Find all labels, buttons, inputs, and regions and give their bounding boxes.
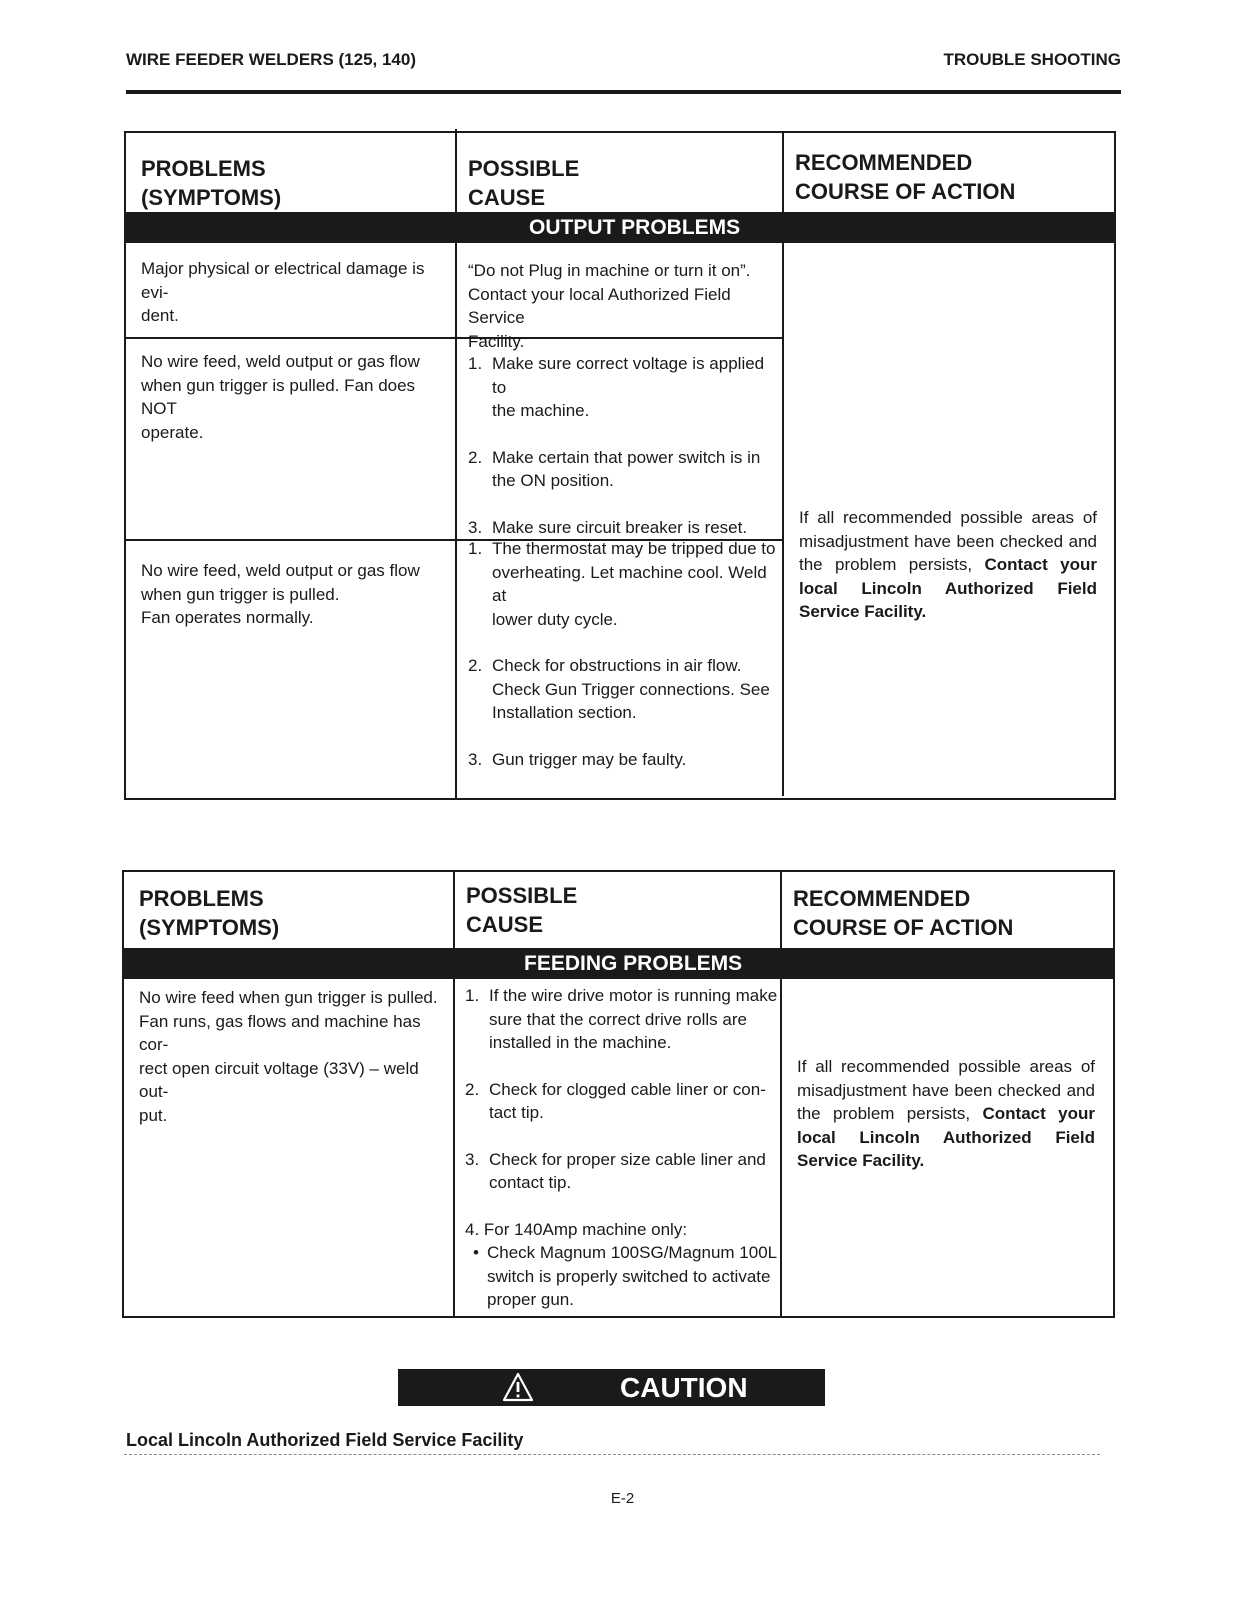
symptom-cell: Major physical or electrical damage is evi- dent.: [141, 259, 425, 325]
column-header-action: RECOMMENDED COURSE OF ACTION: [793, 886, 1014, 940]
output-problems-table: [124, 131, 1116, 800]
cause-item: 2. Check for obstructions in air flow. Check Gun Trigger connections. See Installation section.: [468, 656, 770, 722]
recommended-action: If all recommended possible areas of misadjustment have been checked and the problem persists, Contact your local Lincoln Authorized Field Service Facility.: [797, 1057, 1095, 1170]
cause-item-title: 4. For 140Amp machine only:: [465, 1219, 688, 1239]
page-number: E-2: [610, 1490, 635, 1507]
caution-banner: [398, 1369, 825, 1406]
cause-item: 3. Make sure circuit breaker is reset.: [468, 517, 748, 537]
bullet-icon: •: [473, 1243, 479, 1262]
column-header-problems: PROBLEMS (SYMPTOMS): [141, 156, 282, 210]
cause-list: [468, 537, 780, 771]
fill-in-line: [124, 1454, 1100, 1455]
cause-item: 1. If the wire drive motor is running make sure that the correct drive rolls are installed in the machine.: [465, 986, 778, 1052]
recommended-action: If all recommended possible areas of misadjustment have been checked and the problem persists, Contact your local Lincoln Authorized Field Service Facility.: [799, 508, 1097, 621]
header-title: WIRE FEEDER WELDERS (125, 140): [126, 50, 417, 69]
cause-item: 1. Make sure correct voltage is applied to the machine.: [468, 354, 765, 420]
cause-list: [465, 984, 778, 1312]
cause-bullet-item: • Check Magnum 100SG/Magnum 100L switch is properly switched to activate proper gun.: [473, 1243, 778, 1309]
cause-cell: “Do not Plug in machine or turn it on”. Contact your local Authorized Field Service Facility.: [468, 261, 751, 351]
cause-item: 2. Make certain that power switch is in the ON position.: [468, 447, 761, 490]
caution-label: CAUTION: [620, 1372, 748, 1403]
warning-triangle-icon: [502, 1372, 534, 1402]
page-header: [126, 48, 1121, 94]
symptom-cell: No wire feed, weld output or gas flow when gun trigger is pulled. Fan operates normally.: [141, 561, 420, 627]
facility-label: Local Lincoln Authorized Field Service Facility: [126, 1430, 524, 1450]
column-header-cause: POSSIBLE CAUSE: [466, 883, 578, 937]
cause-item: 1. The thermostat may be tripped due to overheating. Let machine cool. Weld at lower duty cycle.: [468, 539, 776, 629]
symptom-cell: No wire feed, weld output or gas flow when gun trigger is pulled. Fan does NOT operate.: [141, 352, 420, 442]
feeding-problems-table: [122, 870, 1115, 1318]
cause-item: 3. Gun trigger may be faulty.: [468, 749, 687, 769]
column-header-cause: POSSIBLE CAUSE: [468, 156, 580, 210]
cause-item: 2. Check for clogged cable liner or con- tact tip.: [465, 1079, 766, 1122]
section-band-feeding: FEEDING PROBLEMS: [124, 948, 1113, 979]
column-header-problems: PROBLEMS (SYMPTOMS): [139, 886, 280, 940]
column-header-action: RECOMMENDED COURSE OF ACTION: [795, 150, 1016, 204]
cause-list: [468, 352, 780, 539]
symptom-cell: No wire feed when gun trigger is pulled. Fan runs, gas flows and machine has cor- rect open circuit voltage (33V) – weld out- put.: [139, 988, 438, 1125]
section-band-output: OUTPUT PROBLEMS: [126, 212, 1114, 243]
header-section: TROUBLE SHOOTING: [943, 50, 1121, 69]
cause-item: 3. Check for proper size cable liner and contact tip.: [465, 1149, 766, 1192]
